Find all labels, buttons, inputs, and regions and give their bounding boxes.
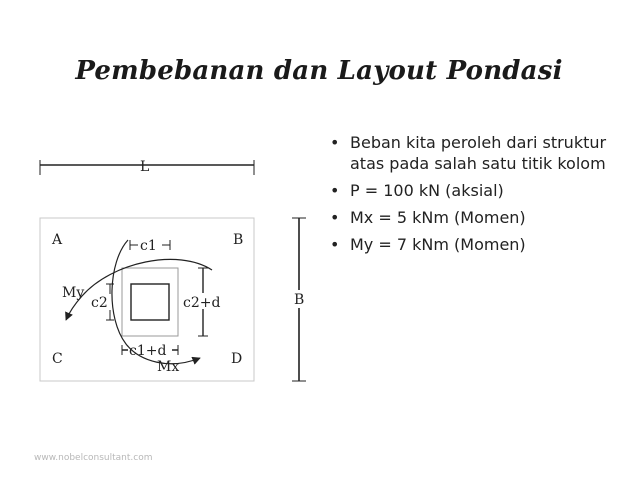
my-label: My <box>62 285 85 301</box>
bullet-text: My = 7 kNm (Momen) <box>350 235 526 254</box>
bullet-marker: • <box>330 208 340 227</box>
bullet-marker: • <box>330 133 340 152</box>
dimension-l <box>40 159 254 175</box>
load-bullet-list <box>328 132 618 261</box>
bullet-text: Mx = 5 kNm (Momen) <box>350 208 526 227</box>
slide-title: Pembebanan dan Layout Pondasi <box>75 56 563 86</box>
bullet-text: Beban kita peroleh dari struktur atas pada salah satu titik kolom <box>350 133 607 173</box>
c2-plus-d-label: c2+d <box>183 295 221 311</box>
dimension-c2-plus-d <box>181 268 225 336</box>
length-label: L <box>140 159 150 175</box>
c2-label: c2 <box>91 295 108 311</box>
dimension-c1 <box>130 236 170 254</box>
c1-label: c1 <box>140 238 157 254</box>
bullet-item-axial-load <box>328 180 618 201</box>
dimension-b <box>292 218 307 381</box>
corner-c-label: C <box>52 351 63 367</box>
bullet-item-moment-y <box>328 234 618 255</box>
mx-label: Mx <box>157 359 180 375</box>
bullet-item-load-source <box>328 132 618 174</box>
bullet-text: P = 100 kN (aksial) <box>350 181 504 200</box>
width-label: B <box>294 292 305 308</box>
bullet-item-moment-x <box>328 207 618 228</box>
column-section <box>131 284 169 320</box>
dimension-c2 <box>90 284 114 320</box>
c1-plus-d-label: c1+d <box>129 343 167 359</box>
corner-d-label: D <box>231 351 243 367</box>
corner-b-label: B <box>233 232 244 248</box>
bullet-marker: • <box>330 181 340 200</box>
dimension-c1-plus-d <box>122 342 178 359</box>
footer-website: www.nobelconsultant.com <box>34 453 153 463</box>
corner-a-label: A <box>52 232 63 248</box>
bullet-marker: • <box>330 235 340 254</box>
